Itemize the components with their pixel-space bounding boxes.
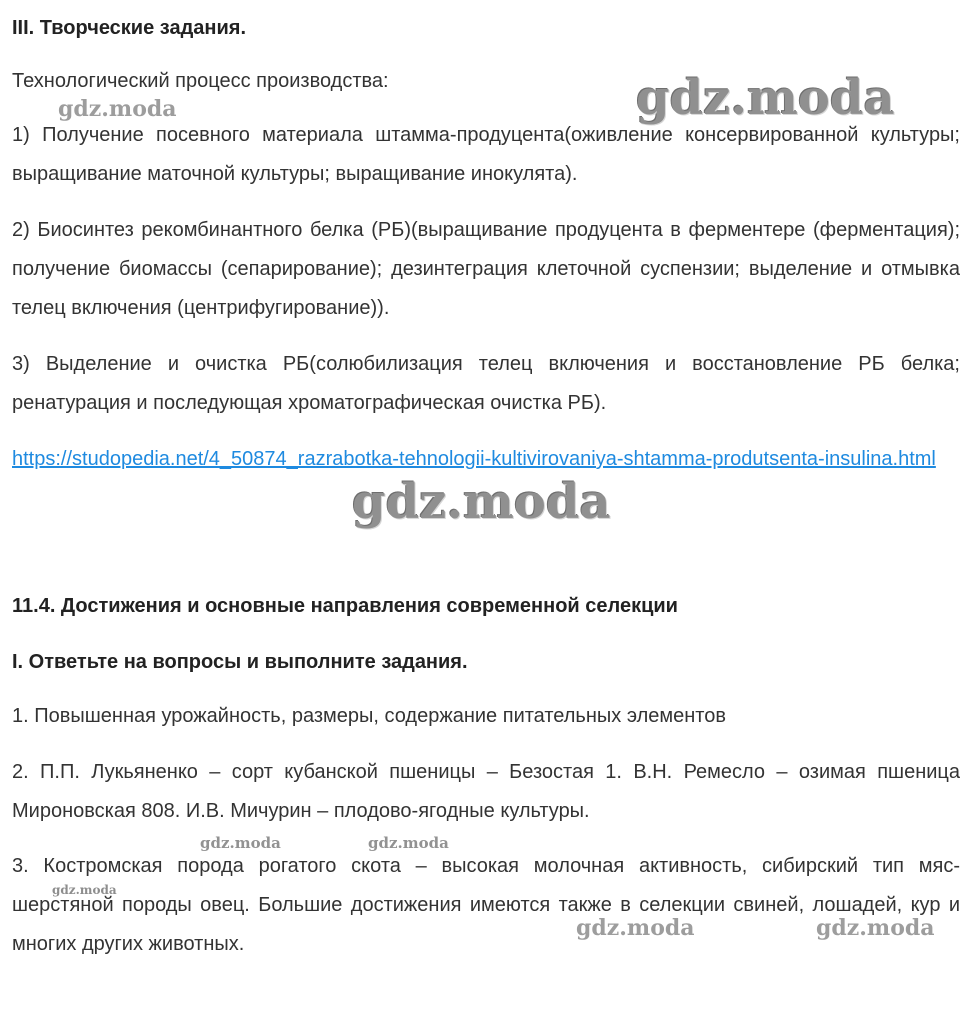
- watermark-mid-left: gdz.moda: [58, 96, 177, 122]
- process-step-1: 1) Получение посевного материала штамма-продуцента(оживление консервированной культуры; выращивание маточной культуры; выращивание инокулята).: [12, 124, 960, 185]
- process-intro: Технологический процесс производства:: [12, 70, 389, 92]
- watermark-tiny: gdz.moda: [52, 883, 117, 897]
- watermark-large-top: gdz.moda: [636, 70, 895, 126]
- process-step-2: 2) Биосинтез рекомбинантного белка (РБ)(выращивание продуцента в ферментере (ферментация); получение биомассы (сепарирование); дезинтеграция клеточной суспензии; выделение и отмывка телец включения (центрифугирование)).: [12, 219, 960, 319]
- answer-1: 1. Повышенная урожайность, размеры, содержание питательных элементов: [12, 705, 726, 727]
- watermark-small-2: gdz.moda: [368, 834, 449, 852]
- watermark-small-1: gdz.moda: [200, 834, 281, 852]
- process-step-3: 3) Выделение и очистка РБ(солюбилизация телец включения и восстановление РБ белка; ренатурация и последующая хроматографическая очистка РБ).: [12, 353, 960, 414]
- source-link[interactable]: https://studopedia.net/4_50874_razrabotka-tehnologii-kultivirovaniya-shtamma-produtsenta-insulina.html: [12, 448, 936, 470]
- answer-2: 2. П.П. Лукьяненко – сорт кубанской пшеницы – Безостая 1. В.Н. Ремесло – озимая пшеница Мироновская 808. И.В. Мичурин – плодово-ягодные культуры.: [12, 761, 960, 822]
- section-heading-selection: 11.4. Достижения и основные направления современной селекции: [12, 595, 678, 617]
- answer-3: 3. Костромская порода рогатого скота – высокая молочная активность, сибирский тип мяс-шерстяной породы овец. Большие достижения имеются также в селекции свиней, лошадей, кур и многих других животных.: [12, 855, 960, 955]
- subheading-questions: I. Ответьте на вопросы и выполните задания.: [12, 651, 468, 673]
- section-heading-creative-tasks: III. Творческие задания.: [12, 17, 247, 39]
- watermark-mid-bottom-1: gdz.moda: [576, 915, 695, 941]
- watermark-large-center: gdz.moda: [352, 474, 611, 530]
- watermark-mid-bottom-2: gdz.moda: [816, 915, 935, 941]
